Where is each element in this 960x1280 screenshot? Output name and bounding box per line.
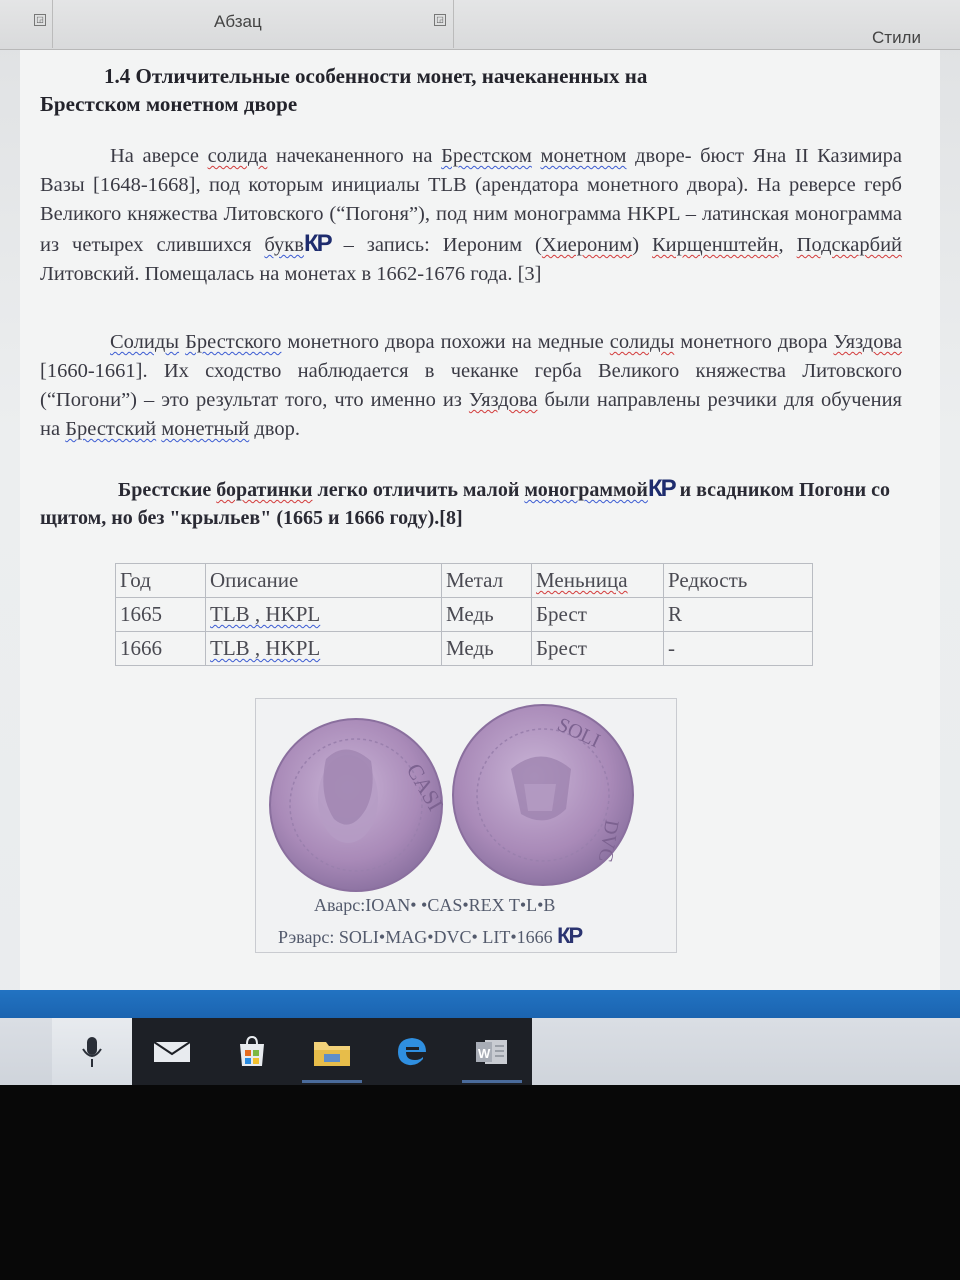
spell-flag: Кирщенштейн [652,234,779,256]
table-row [116,632,813,666]
grammar-flag: Брестского [185,331,282,353]
styles-group-label[interactable]: Стили [872,28,921,47]
obverse-caption: Аварс:IOAN• •CAS•REX T•L•B [314,895,556,915]
store-icon[interactable] [212,1018,292,1085]
table-row [116,598,813,632]
col-header: Описание [206,564,442,598]
monitor-bezel [0,1085,960,1280]
reverse-caption: Рэварс: SOLI•MAG•DVC• LIT•1666 КР [278,923,582,948]
svg-text:CASI: CASI [401,759,449,815]
table-cell: Брест [532,598,664,632]
spell-flag: боратинки [216,479,313,501]
word-icon[interactable] [452,1018,532,1085]
grammar-flag: монетном [540,145,627,167]
grammar-flag: Брестский [65,418,157,440]
paragraph-group-label: Абзац [214,12,262,31]
grammar-flag: Брестском [441,145,532,167]
spell-flag: солиды [609,331,675,353]
mail-icon[interactable] [132,1018,212,1085]
document-page[interactable] [20,50,940,990]
table-cell: 1665 [116,598,206,632]
heading-line-1: 1.4 Отличительные особенности монет, начеканенных на [104,64,648,88]
table-header-row [116,564,813,598]
edge-icon[interactable] [372,1018,452,1085]
spell-flag: Подскарбий [796,234,903,256]
table-cell: Брест [532,632,664,666]
spell-flag: Хиероним [541,234,633,256]
monogram-kp: КР [557,923,582,948]
svg-text:SOLI: SOLI [553,713,604,753]
table-cell: Медь [442,598,532,632]
paragraph-2: Солиды Брестского монетного двора похожи на медные солиды монетного двора Уяздова [1660-1661]. Их сходство наблюдается в чеканке герба Великого княжества Литовского (“Погони”) – это результат того, что именно из Уяздова были направлены резчики для обучения на Брестский монетный двор. [40,331,902,440]
ribbon [0,0,960,50]
monogram-kp: КР [647,475,675,502]
table-cell: TLB , HKPL [206,598,442,632]
grammar-flag: букв [264,234,304,256]
col-header: Меньница [532,564,664,598]
heading-line-2: Брестском монетном дворе [40,92,298,116]
file-explorer-icon[interactable] [292,1018,372,1085]
col-header: Метал [442,564,532,598]
col-header: Год [116,564,206,598]
ribbon-divider [52,0,53,48]
grammar-flag: Солиды [110,331,180,353]
reverse-coin [453,705,633,885]
ribbon-divider [453,0,454,48]
dialog-launcher-icon[interactable]: ◲ [34,14,46,26]
section-heading [40,62,900,118]
spell-flag: солида [207,145,268,167]
table-cell: Медь [442,632,532,666]
coin-table[interactable] [115,563,813,666]
table-cell: TLB , HKPL [206,632,442,666]
spell-flag: Уяздова [468,389,538,411]
table-cell: 1666 [116,632,206,666]
svg-text:DVC: DVC [593,818,623,864]
svg-text:W: W [478,1045,491,1061]
obverse-coin [270,719,448,891]
table-cell: - [664,632,813,666]
grammar-flag: монетный [161,418,250,440]
coin-photo [256,699,676,899]
grammar-flag: монограммой [524,479,648,501]
paragraph-3: Брестские боратинки легко отличить малой монограммойКР и всадником Погони со щитом, но без "крыльев" (1665 и 1666 году).[8] [40,475,891,529]
taskbar-bar [0,1018,960,1085]
monogram-kp: КР [303,230,331,257]
taskbar [0,990,960,1085]
table-cell: R [664,598,813,632]
microphone-icon[interactable] [52,1018,132,1085]
coin-image[interactable] [255,698,677,953]
paragraph-1: На аверсе солида начеканенного на Брестском монетном дворе- бюст Яна II Казимира Вазы [1648-1668], под которым инициалы TLB (арендатора монетного двора). На реверсе герб Великого княжества Литовского (“Погоня”), под ним монограмма HKPL – латинская монограмма из четырех слившихся буквКР – запись: Иероним (Хиероним) Кирщенштейн, Подскарбий Литовский. Помещалась на монетах в 1662-1676 года. [3] [40,145,903,285]
col-header: Редкость [664,564,813,598]
paragraph-dialog-launcher-icon[interactable]: ◲ [434,14,446,26]
spell-flag: Уяздова [833,331,902,353]
